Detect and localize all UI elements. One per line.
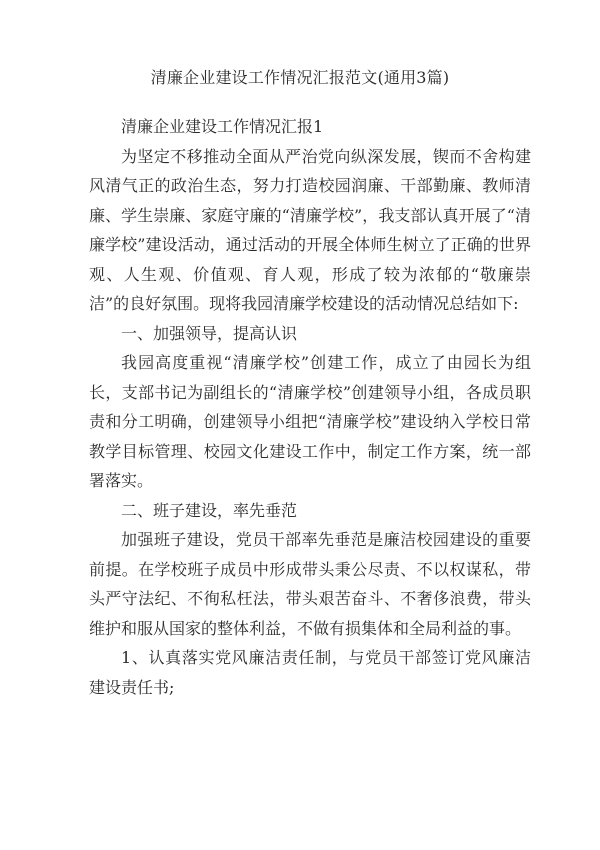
leadership-paragraph: 我园高度重视“清廉学校”创建工作，成立了由园长为组长，支部书记为副组长的“清廉学校”创建领导小组，各成员职责和分工明确，创建领导小组把“清廉学校”建设纳入学校日常教学目标管理、校园文化建设工作中，制定工作方案，统一部署落实。	[89, 353, 531, 490]
section-heading-leadership: 一、加强领导，提高认识	[121, 323, 298, 343]
list-item-1: 1、认真落实党风廉洁责任制，与党员干部签订党风廉洁建设责任书;	[89, 648, 531, 697]
team-building-paragraph: 加强班子建设，党员干部率先垂范是廉洁校园建设的重要前提。在学校班子成员中形成带头秉公尽责、不以权谋私，带头严守法纪、不徇私枉法，带头艰苦奋斗、不奢侈浪费，带头维护和服从国家的整体利益，不做有损集体和全局利益的事。	[89, 530, 531, 638]
section-heading-team-building: 二、班子建设，率先垂范	[121, 500, 298, 520]
document-title: 清廉企业建设工作情况汇报范文(通用3篇)	[150, 68, 450, 87]
intro-paragraph: 为坚定不移推动全面从严治党向纵深发展，锲而不舍构建风清气正的政治生态，努力打造校园润廉、干部勤廉、教师清廉、学生崇廉、家庭守廉的“清廉学校”，我支部认真开展了“清廉学校”建设活动，通过活动的开展全体师生树立了正确的世界观、人生观、价值观、育人观，形成了较为浓郁的“敬廉崇洁”的良好氛围。现将我园清廉学校建设的活动情况总结如下:	[89, 146, 531, 313]
document-body	[89, 112, 531, 702]
section-heading-report-1: 清廉企业建设工作情况汇报1	[121, 117, 324, 136]
